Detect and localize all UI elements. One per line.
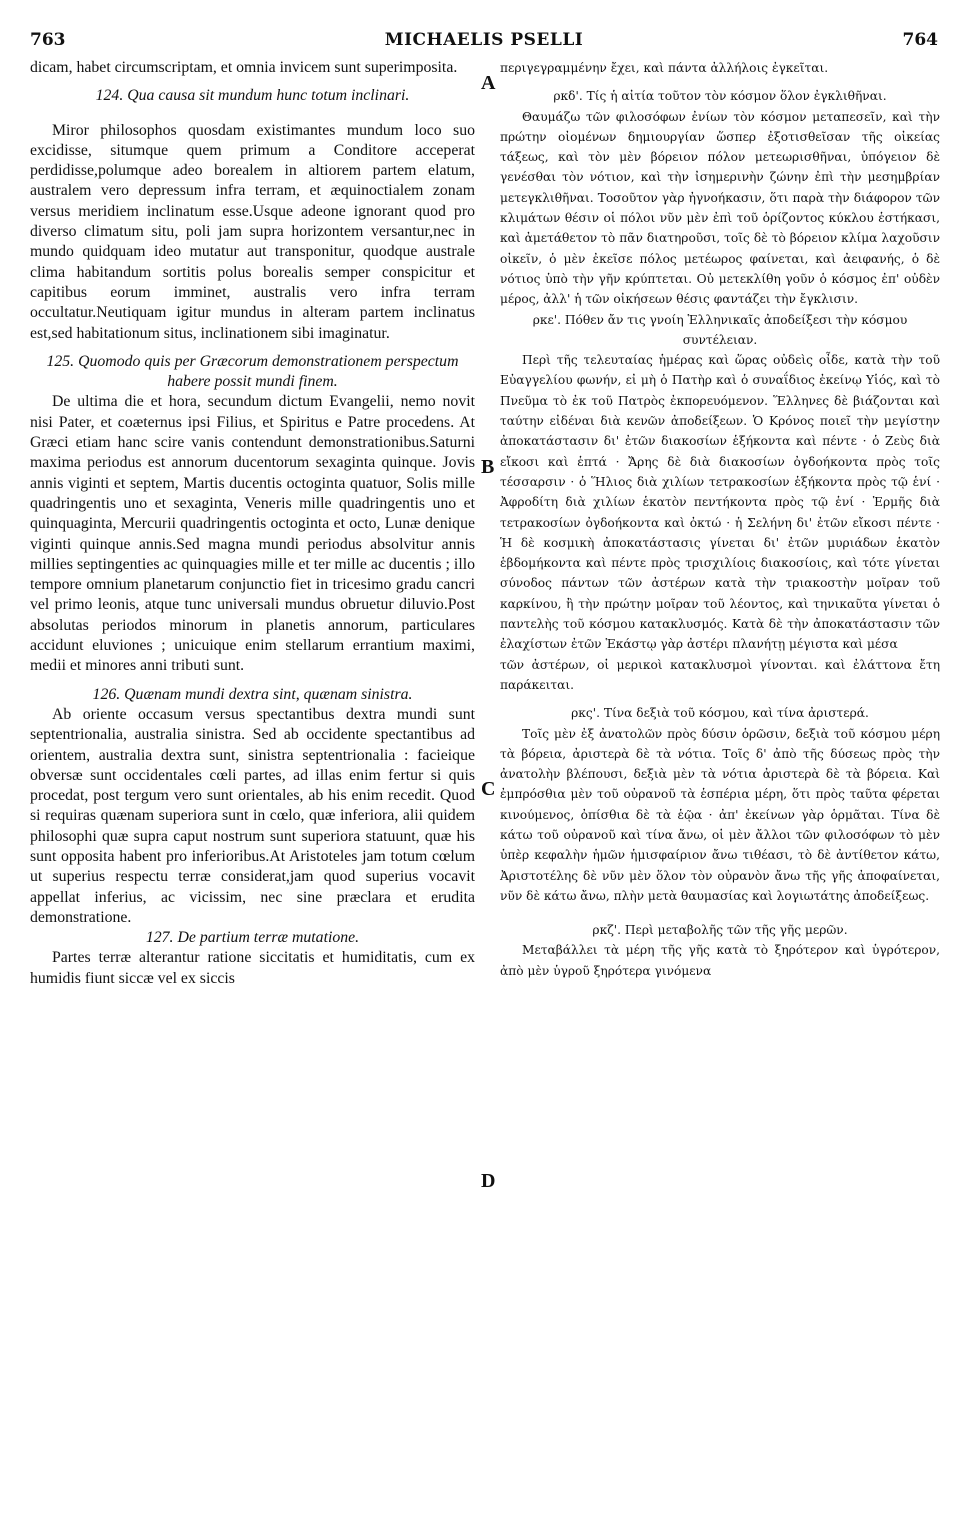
page-header	[30, 30, 938, 56]
margin-marker-d: D	[481, 1170, 496, 1192]
latin-section-heading: 127. De partium terræ mutatione.	[145, 929, 360, 947]
greek-section-heading: ρκε'. Πόθεν ἄν τις γνοίη Ἑλληνικαῖς ἀποδείξεσι τὴν κόσμου συντέλειαν.	[532, 312, 908, 347]
greek-column	[500, 58, 940, 981]
latin-section-heading: 126. Quænam mundi dextra sint, quænam sinistra.	[92, 685, 413, 703]
latin-section-heading: 125. Quomodo quis per Græcorum demonstrationem perspectum habere possit mundi finem.	[46, 352, 459, 391]
page-number-left: 763	[30, 30, 66, 50]
running-title: MICHAELIS PSELLI	[384, 30, 584, 50]
greek-text: περιγεγραμμένην ἔχει, καὶ πάντα ἀλλήλοις ἐγκεῖται.	[500, 61, 829, 75]
greek-section-heading: ρκζ'. Περὶ μεταβολῆς τῶν τῆς γῆς μερῶν.	[592, 923, 848, 938]
latin-paragraph: Ab oriente occasum versus spectantibus dextra mundi sunt septentrionalia, australia sinistra. Sed ab occidente spectantibus ad orientem, australia dextra sunt, sinistra septentrionalia : facieique obversæ sunt occidentales cœli partes, ad illas enim fertur si quis procedat, post tergum vero sunt orientales, ab his enim recedit. Quod si requiras quænam superiora sunt in cœlo, quæ inferiora, alii quidem philosophi quæ supra caput nostrum sunt superiora statuunt, quæ his sunt opposita habent pro inferioribus.At Aristoteles jam totum cœlum ut superius respectu terræ considerat,jam quod superius vocavit appellat inferius, ac vicissim, nec sine præclara et erudita demonstratione.	[30, 705, 475, 926]
greek-text: τῶν ἀστέρων, οἱ μερικοὶ κατακλυσμοὶ γίνονται. καὶ ἐλάττονα ἔτη παράκειται.	[500, 657, 940, 692]
latin-paragraph: De ultima die et hora, secundum dictum Evangelii, nemo novit nisi Pater, et coæternus ipsi Filius, et Spiritus e Patre procedens. At Græci etiam hanc scire vanis contendunt demonstrationibus.Saturni maxima periodus est annorum ducentorum sexaginta quinque. Jovis annis viginti et septem, Martis ducentis octoginta quatuor, Solis mille quadringentis uno et sexaginta, Veneris mille quadringentis uno et quinquaginta, Mercurii quadringentis octoginta et octo, Lunæ denique viginti quinque annis.Sed magna mundi periodus absolvitur annis millies septingenties ac quinquagies mille et ter mille ac ducentis ; illo tempore omnium planetarum conjunctio fiet in tricesimo gradu cancri vel primo leonis, atque tunc universali mundus obruetur diluvio.Post absolutas periodos minorum in planetis annorum, particulares accidunt eluviones ; unicuique enim stellarum errantium maximi, medii et minores anni tributi sunt.	[30, 393, 475, 675]
latin-paragraph: Miror philosophos quosdam existimantes mundum loco suo excidisse, situmque quem primum a Conditore acceperat perdidisse,polumque adeo borealem in altiorem partem elatum, australem vero depressum infra terram, et æquinoctialem zonam versus meridiem inclinatum esse.Usque adeone ignorant quod pro diverso climatum situ, poli jam supra horizontem versantur,nec in mundo quidquam ideo mutatur aut transponitur, quodque australe clima habitandum sortitis polus borealis semper conspicitur et capitibus eorum imminet, australis vero infra terram occultatur.Neutiquam igitur mundus in alteram partem inclinatus est,sed habitationum situs, inclinationem sibi imaginatur.	[30, 121, 475, 342]
greek-section-heading: ρκς'. Τίνα δεξιὰ τοῦ κόσμου, καὶ τίνα ἀριστερά.	[571, 706, 869, 721]
greek-paragraph: Περὶ τῆς τελευταίας ἡμέρας καὶ ὥρας οὐδεὶς οἶδε, κατὰ τὴν τοῦ Εὐαγγελίου φωνήν, εἰ μὴ ὁ Πατὴρ καὶ ὁ συναΐδιος ἐκείνῳ Υἱός, καὶ τὸ Πνεῦμα τὸ ἐκ τοῦ Πατρὸς ἐκπορευόμενον. Ἕλληνες δὲ βιάζονται καὶ ταύτην εἰδέναι διὰ κενῶν ἀποδείξεων. Ὁ Κρόνος ποιεῖ τὴν μεγίστην ἀποκατάστασιν δι' ἐτῶν διακοσίων ἑξήκοντα καὶ πέντε · ὁ Ζεὺς διὰ εἴκοσι καὶ ἑπτά · Ἄρης δὲ διὰ διακοσίων ὀγδοήκοντα πρὸς τοῖς τέσσαρσιν · ὁ Ἥλιος διὰ χιλίων τετρακοσίων ἑξήκοντα πρὸς τῷ ἑνί · Ἀφροδίτη διὰ χιλίων ἑκατὸν πεντήκοντα πρὸς τῷ ἑνί · Ἑρμῆς διὰ τετρακοσίων ὀγδοήκοντα καὶ ὀκτώ · ἡ Σελήνη δι' ἐτῶν εἴκοσι πέντε · Ἡ δὲ κοσμικὴ ἀποκατάστασις γίνεται δι' ἐτῶν μυριάδων ἑκατὸν ἑβδομήκοντα καὶ πέντε πρὸς τρισχιλίοις διακοσίοις, καὶ τότε γίνεται σύνοδος πάντων τῶν ἀστέρων κατὰ τὴν τριακοστὴν μοῖραν τοῦ καρκίνου, ἢ τὴν πρώτην μοῖραν τοῦ λέοντος, καὶ τηνικαῦτα γίνεται ὁ παντελὴς τοῦ κόσμου κατακλυσμός. Κατὰ δὲ τὴν ἀποκατάστασιν τῶν ἐλαχίστων ἐτῶν Ἑκάστῳ γὰρ ἀστέρι πλανήτῃ μέγιστα καὶ μέσα	[500, 353, 940, 652]
greek-paragraph: Μεταβάλλει τὰ μέρη τῆς γῆς κατὰ τὸ ξηρότερον καὶ ὑγρότερον, ἀπὸ μὲν ὑγροῦ ξηρότερα γινόμενα	[500, 943, 940, 978]
page-number-right: 764	[902, 30, 938, 50]
margin-marker-a: A	[481, 72, 496, 94]
greek-section-heading: ρκδ'. Τίς ἡ αἰτία τοῦτον τὸν κόσμον ὅλον ἐγκλιθῆναι.	[553, 89, 887, 104]
greek-paragraph: Θαυμάζω τῶν φιλοσόφων ἐνίων τὸν κόσμον μεταπεσεῖν, καὶ τὴν πρώτην οἰομένων δημιουργίαν ὥσπερ ἐξοτισθεῖσαν τῆς οἰκείας τάξεως, καὶ τὸν μὲν βόρειον πόλον μετεωρισθῆναι, ὑπόγειον δὲ γενέσθαι τὸν νότιον, καὶ τὴν ἰσημερινὴν ζώνην ἐπὶ τὴν μεσημβρίαν μετεγκλιθῆναι. Τοσοῦτον γὰρ ἠγνοήκασιν, ὅτι παρὰ τὴν διάφορον τῶν κλιμάτων θέσιν οἱ πόλοι νῦν μὲν ἐπὶ τοῦ ὁρίζοντος κύκλου ἑστήκασι, καὶ ἀμετάθετον τὸ πᾶν διατηροῦσι, τοῖς δὲ τὸ βόρειον κλίμα λαχοῦσιν οἰκεῖν, ὁ μὲν ἐκεῖσε πόλος μετέωρος φαίνεται, καὶ ἀειφανής, ὁ δὲ νότιος ὑπὸ τὴν γῆν κρύπτεται. Οὐ μετεκλίθη γοῦν ὁ κόσμος ἐπ' οὐδὲν μέρος, ἀλλ' ἡ τῶν οἰκήσεων θέσις φαντάζει τὴν ἔγκλισιν.	[500, 109, 940, 307]
latin-column	[30, 58, 475, 989]
margin-marker-b: B	[481, 456, 495, 478]
latin-section-heading: 124. Qua causa sit mundum hunc totum inclinari.	[95, 87, 410, 105]
greek-paragraph: Τοῖς μὲν ἐξ ἀνατολῶν πρὸς δύσιν ὁρῶσιν, δεξιὰ τοῦ κόσμου μέρη τὰ βόρεια, ἀριστερὰ δὲ τὰ νότια. Τοῖς δ' ἀπὸ τῆς δύσεως πρὸς τὴν ἀνατολὴν βλέπουσι, δεξιὰ μὲν τὰ νότια ἀριστερὰ δὲ τὰ βόρεια. Καὶ ἐμπρόσθια μὲν τοῦ οὐρανοῦ τὰ ἑσπέρια μέρη, ὅτι πρὸς ταῦτα φέρεται κινούμενος, ὀπίσθια δὲ τὰ ἑῷα · ἀπ' ἐκείνων γὰρ ὁρμᾶται. Τίνα δὲ κάτω τοῦ οὐρανοῦ καὶ τίνα ἄνω, οἱ μὲν ἄλλοι τῶν φιλοσόφων τὸ μὲν ὑπὲρ κεφαλὴν ἡμῶν ἡμισφαίριον ἄνω τιθέασι, τὸ δὲ ἀντίθετον κάτω, Ἀριστοτέλης δὲ νῦν μὲν ὅλον τὸν οὐρανὸν ἄνω τῆς γῆς ἀποφαίνεται, νῦν δὲ κάτω ἄνω, πλὴν μετὰ θαυμασίας καὶ λογιωτάτης ἀποδείξεως.	[500, 726, 940, 903]
margin-marker-c: C	[481, 778, 496, 800]
latin-paragraph: Partes terræ alterantur ratione siccitatis et humiditatis, cum ex humidis fiunt siccæ vel ex siccis	[30, 949, 475, 987]
latin-text: dicam, habet circumscriptam, et omnia invicem sunt superimposita.	[30, 59, 458, 76]
